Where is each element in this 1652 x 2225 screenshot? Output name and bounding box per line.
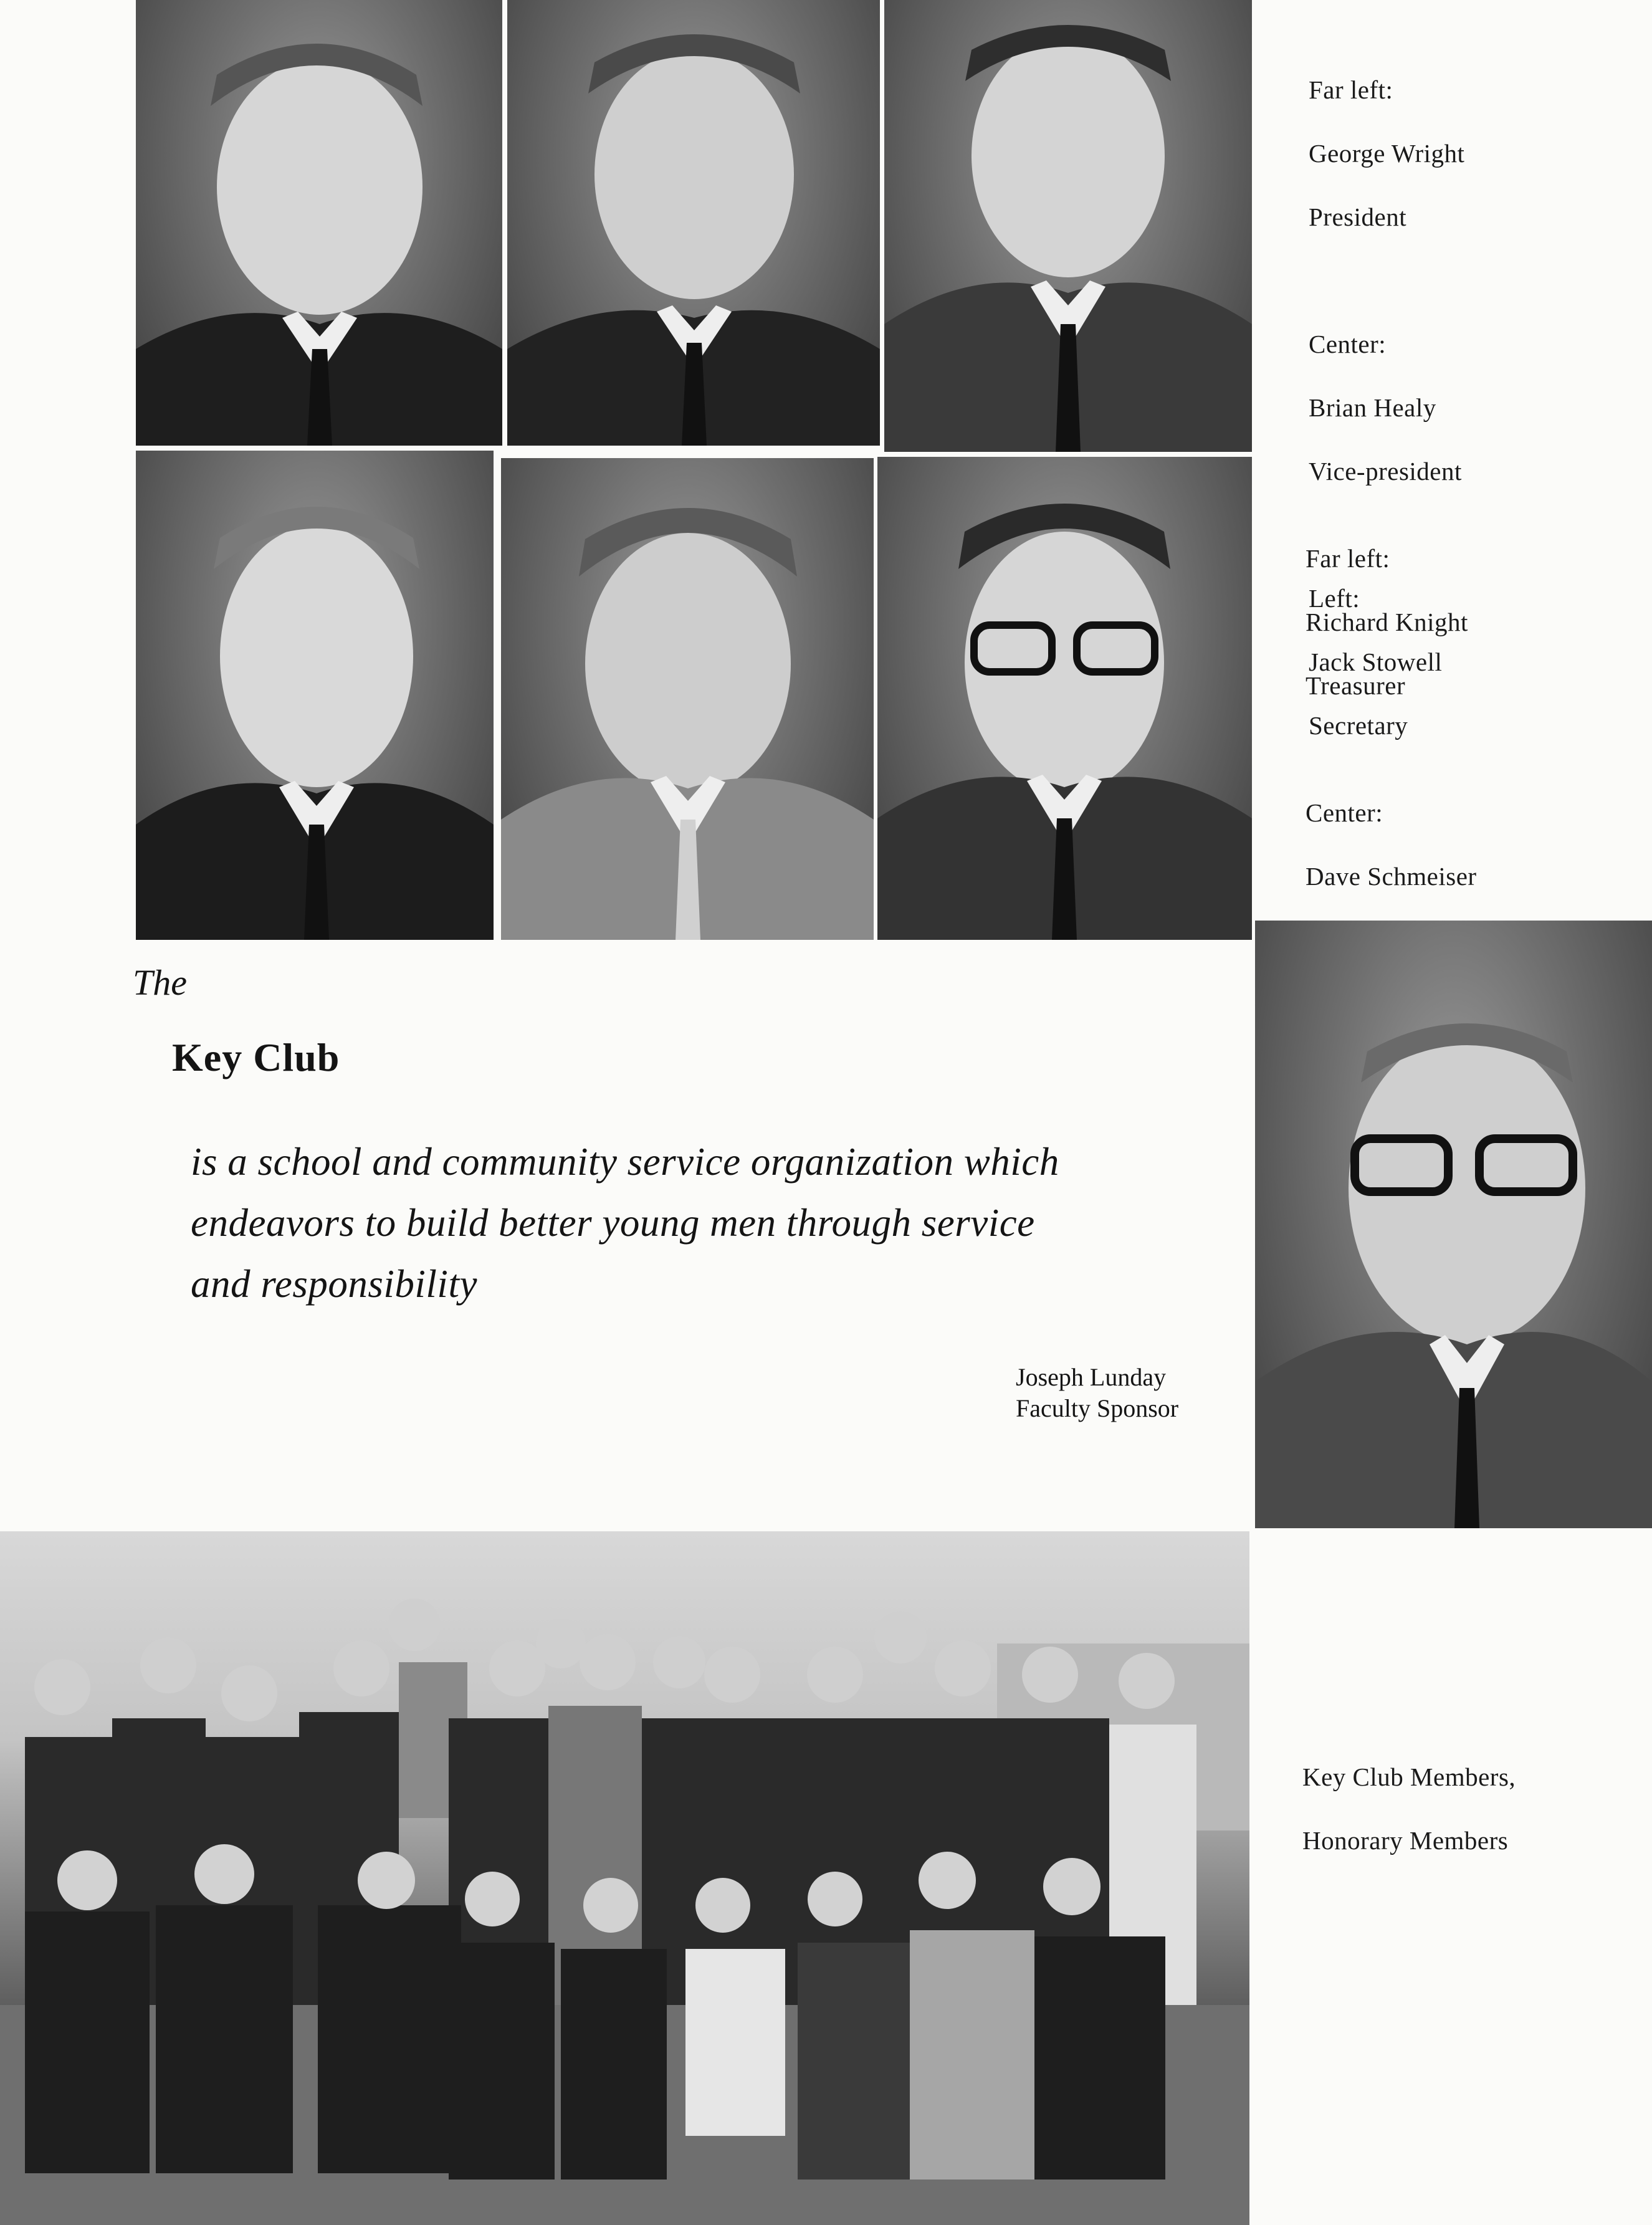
sponsor-caption xyxy=(1016,1362,1178,1424)
caption-line: Far left: xyxy=(1306,544,1390,573)
caption-line: Left: xyxy=(1309,584,1360,613)
caption-line: Jack Stowell xyxy=(1309,648,1443,676)
intro-the: The xyxy=(133,962,187,1003)
caption-line: President xyxy=(1309,203,1407,231)
caption-line: Center: xyxy=(1306,798,1383,827)
portrait-jack-stowell xyxy=(884,0,1252,452)
sponsor-role: Faculty Sponsor xyxy=(1016,1394,1179,1422)
portrait-joseph-lunday xyxy=(1255,921,1652,1528)
caption-line: Brian Healy xyxy=(1309,393,1436,422)
caption-line: George Wright xyxy=(1309,139,1465,168)
portrait-richard-knight xyxy=(136,451,494,940)
description-line: endeavors to build better young men through service xyxy=(191,1201,1035,1245)
group-caption-line: Honorary Members xyxy=(1302,1826,1509,1855)
caption-spacer xyxy=(1306,734,1477,765)
caption-line: Treasurer xyxy=(1306,671,1406,700)
caption-line: Vice-president xyxy=(1309,457,1462,486)
portrait-brian-healy xyxy=(507,0,880,446)
club-title: Key Club xyxy=(172,1035,340,1079)
description-line: is a school and community service organization which xyxy=(191,1140,1059,1184)
caption-line: Far left: xyxy=(1309,75,1393,104)
group-caption-line: Key Club Members, xyxy=(1302,1763,1516,1791)
portrait-george-wright xyxy=(136,0,502,446)
description-line: and responsibility xyxy=(191,1262,477,1306)
portrait-jim-butler xyxy=(877,457,1252,940)
caption-line: Richard Knight xyxy=(1306,608,1468,636)
club-description xyxy=(191,1131,1163,1314)
sponsor-name: Joseph Lunday xyxy=(1016,1363,1167,1391)
portrait-dave-schmeiser xyxy=(501,458,874,940)
caption-line: Dave Schmeiser xyxy=(1306,862,1477,891)
caption-line: Secretary xyxy=(1309,711,1408,740)
group-caption xyxy=(1302,1730,1516,1888)
caption-spacer xyxy=(1309,265,1464,297)
group-photo-key-club-members xyxy=(0,1531,1249,2225)
caption-line: Center: xyxy=(1309,330,1387,358)
